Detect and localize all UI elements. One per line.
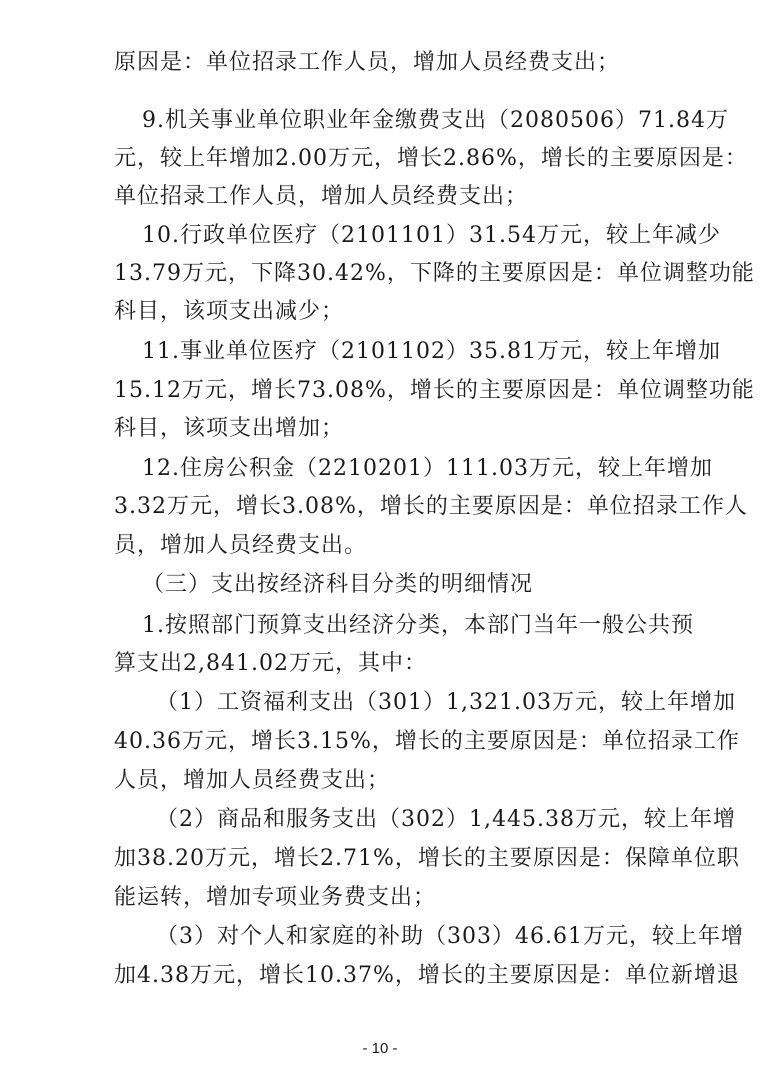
paragraph-first-line: （2）商品和服务支出（302）1,445.38万元，较上年增	[156, 807, 736, 832]
paragraph-first-line: 1.按照部门预算支出经济分类，本部门当年一般公共预	[142, 613, 694, 638]
paragraph-first-line: 11.事业单位医疗（2101102）35.81万元，较上年增加	[142, 339, 721, 364]
text-line: 科目，该项支出减少；	[114, 299, 345, 324]
text-line: 加38.20万元，增长2.71%，增长的主要原因是：保障单位职	[114, 846, 740, 871]
page-number: - 10 -	[362, 1040, 398, 1057]
text-line: 能运转，增加专项业务费支出；	[114, 885, 437, 910]
text-line: 员，增加人员经费支出。	[114, 533, 368, 558]
text-line: 科目，该项支出增加；	[114, 416, 345, 441]
text-line: 15.12万元，增长73.08%，增长的主要原因是：单位调整功能	[114, 378, 755, 403]
text-line: 加4.38万元，增长10.37%，增长的主要原因是：单位新增退	[114, 963, 740, 988]
text-line: 40.36万元，增长3.15%，增长的主要原因是：单位招录工作	[114, 729, 740, 754]
text-line: 单位招录工作人员，增加人员经费支出；	[114, 184, 529, 209]
paragraph-first-line: （1）工资福利支出（301）1,321.03万元，较上年增加	[156, 690, 736, 715]
section-heading: （三）支出按经济科目分类的明细情况	[142, 572, 534, 597]
text-line: 元，较上年增加2.00万元，增长2.86%，增长的主要原因是：	[114, 146, 748, 171]
paragraph-first-line: （3）对个人和家庭的补助（303）46.61万元，较上年增	[156, 924, 744, 949]
paragraph-first-line: 9.机关事业单位职业年金缴费支出（2080506）71.84万	[142, 108, 729, 133]
paragraph-first-line: 10.行政单位医疗（2101101）31.54万元，较上年减少	[142, 223, 721, 248]
text-line: 算支出2,841.02万元，其中：	[114, 651, 427, 676]
text-line: 3.32万元，增长3.08%，增长的主要原因是：单位招录工作人	[114, 494, 748, 519]
text-line: 原因是：单位招录工作人员，增加人员经费支出；	[114, 50, 621, 75]
text-line: 人员，增加人员经费支出；	[114, 768, 391, 793]
text-line: 13.79万元，下降30.42%，下降的主要原因是：单位调整功能	[114, 261, 755, 286]
paragraph-first-line: 12.住房公积金（2210201）111.03万元，较上年增加	[142, 456, 713, 481]
